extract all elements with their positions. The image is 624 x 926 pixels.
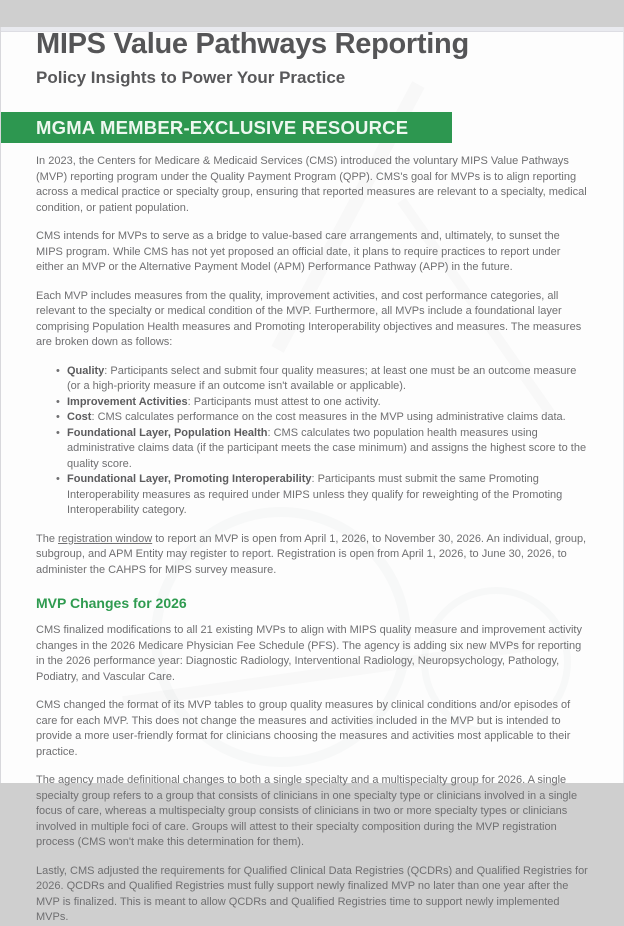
bullet-text: : CMS calculates two population health measures using administrative claims data (if the participant meets the case minimum) and assigns the highest score to the quality score.	[67, 426, 587, 470]
intro-paragraph-3: Each MVP includes measures from the quality, improvement activities, and cost performance categories, all relevant to the specialty or medical condition of the MVP. Furthermore, all MVPs include a foundational layer comprising Population Health measures and Promoting Interoperability objectives and measures. The measures are broken down as follows:	[36, 289, 582, 348]
registration-prefix: The	[36, 532, 59, 545]
measure-list	[36, 364, 589, 519]
bullet-text: : CMS calculates performance on the cost measures in the MVP using administrative claims data.	[91, 411, 566, 423]
intro-paragraph-1: In 2023, the Centers for Medicare & Medicaid Services (CMS) introduced the voluntary MIPS Value Pathways (MVP) reporting program under the Quality Payment Program (QPP). CMS's goal for MVPs is to align reporting across a medical practice or specialty group, ensuring that reported measures are relevant to a specialty, medical condition, or patient population.	[36, 155, 587, 214]
bullet-text: : Participants must attest to one activity.	[187, 395, 381, 408]
bullet-lead: Improvement Activities	[67, 395, 188, 408]
section-paragraph-4: Lastly, CMS adjusted the requirements for Qualified Clinical Data Registries (QCDRs) and Qualified Registries for 2026. QCDRs and Qualified Registries must fully support newly finalized MVP no later than one year after the MVP is finalized. This is meant to allow QCDRs and Qualified Registries time to support newly implemented MVPs.	[36, 864, 588, 923]
registration-window-link[interactable]: registration window	[58, 532, 153, 545]
intro-paragraph-2: CMS intends for MVPs to serve as a bridge to value-based care arrangements and, ultimately, to sunset the MIPS program. While CMS has not yet proposed an official date, it plans to require practices to report under either an MVP or the Alternative Payment Model (APM) Performance Pathway (APP) in the future.	[36, 230, 561, 273]
list-item-population-health	[56, 426, 589, 473]
bullet-text: : Participants select and submit four quality measures; at least one must be an outcome measure (or a high-priority measure if an outcome isn't available or applicable).	[67, 364, 577, 392]
bullet-lead: Quality	[67, 364, 105, 377]
page-subtitle: Policy Insights to Power Your Practice	[36, 68, 346, 87]
registration-paragraph	[36, 532, 589, 579]
bullet-text: : Participants must submit the same Promoting Interoperability measures as required under MIPS unless they qualify for reweighting of the Promoting Interoperability category.	[67, 473, 563, 516]
bullet-lead: Foundational Layer, Promoting Interoperability	[67, 473, 312, 485]
list-item-improvement-activities	[56, 395, 589, 411]
document-content	[1, 27, 623, 926]
bullet-lead: Foundational Layer, Population Health	[67, 426, 268, 439]
section-heading-mvp-changes: MVP Changes for 2026	[36, 595, 187, 611]
banner-label: MGMA MEMBER-EXCLUSIVE RESOURCE	[36, 116, 409, 138]
list-item-promoting-interoperability	[56, 472, 589, 519]
section-paragraph-1: CMS finalized modifications to all 21 existing MVPs to align with MIPS quality measure and improvement activity changes in the 2026 Medicare Physician Fee Schedule (PFS). The agency is adding six new MVPs for reporting in the 2026 performance year: Diagnostic Radiology, Interventional Radiology, Neuropsychology, Pathology, Podiatry, and Vascular Care.	[36, 624, 582, 683]
list-item-cost	[56, 410, 589, 426]
section-paragraph-2: CMS changed the format of its MVP tables to group quality measures by clinical conditions and/or episodes of care for each MVP. This does not change the measures and activities included in the MVP but is intended to provide a more user-friendly format for clinicians choosing the measures and activities most applicable to their practice.	[36, 699, 571, 758]
body-copy	[36, 154, 589, 926]
registration-suffix: to report an MVP is open from April 1, 2026, to November 30, 2026. An individual, group, subgroup, and APM Entity may register to report. Registration is open from April 1, 2026, to June 30, 2026, to administer the CAHPS for MIPS survey measure.	[36, 532, 587, 576]
bullet-lead: Cost	[67, 411, 92, 423]
member-exclusive-banner	[1, 112, 452, 143]
list-item-quality	[56, 364, 589, 395]
document-page	[0, 27, 624, 923]
page-title: MIPS Value Pathways Reporting	[36, 28, 469, 60]
section-paragraph-3: The agency made definitional changes to both a single specialty and a multispecialty group for 2026. A single specialty group refers to a group that consists of clinicians in one specialty type or clinicians involved in a single focus of care, whereas a multispecialty group consists of clinicians in two or more specialty types or clinicians involved in multiple foci of care. Groups will attest to their specialty composition during the MVP registration process (CMS won't make this determination for them).	[36, 774, 578, 848]
